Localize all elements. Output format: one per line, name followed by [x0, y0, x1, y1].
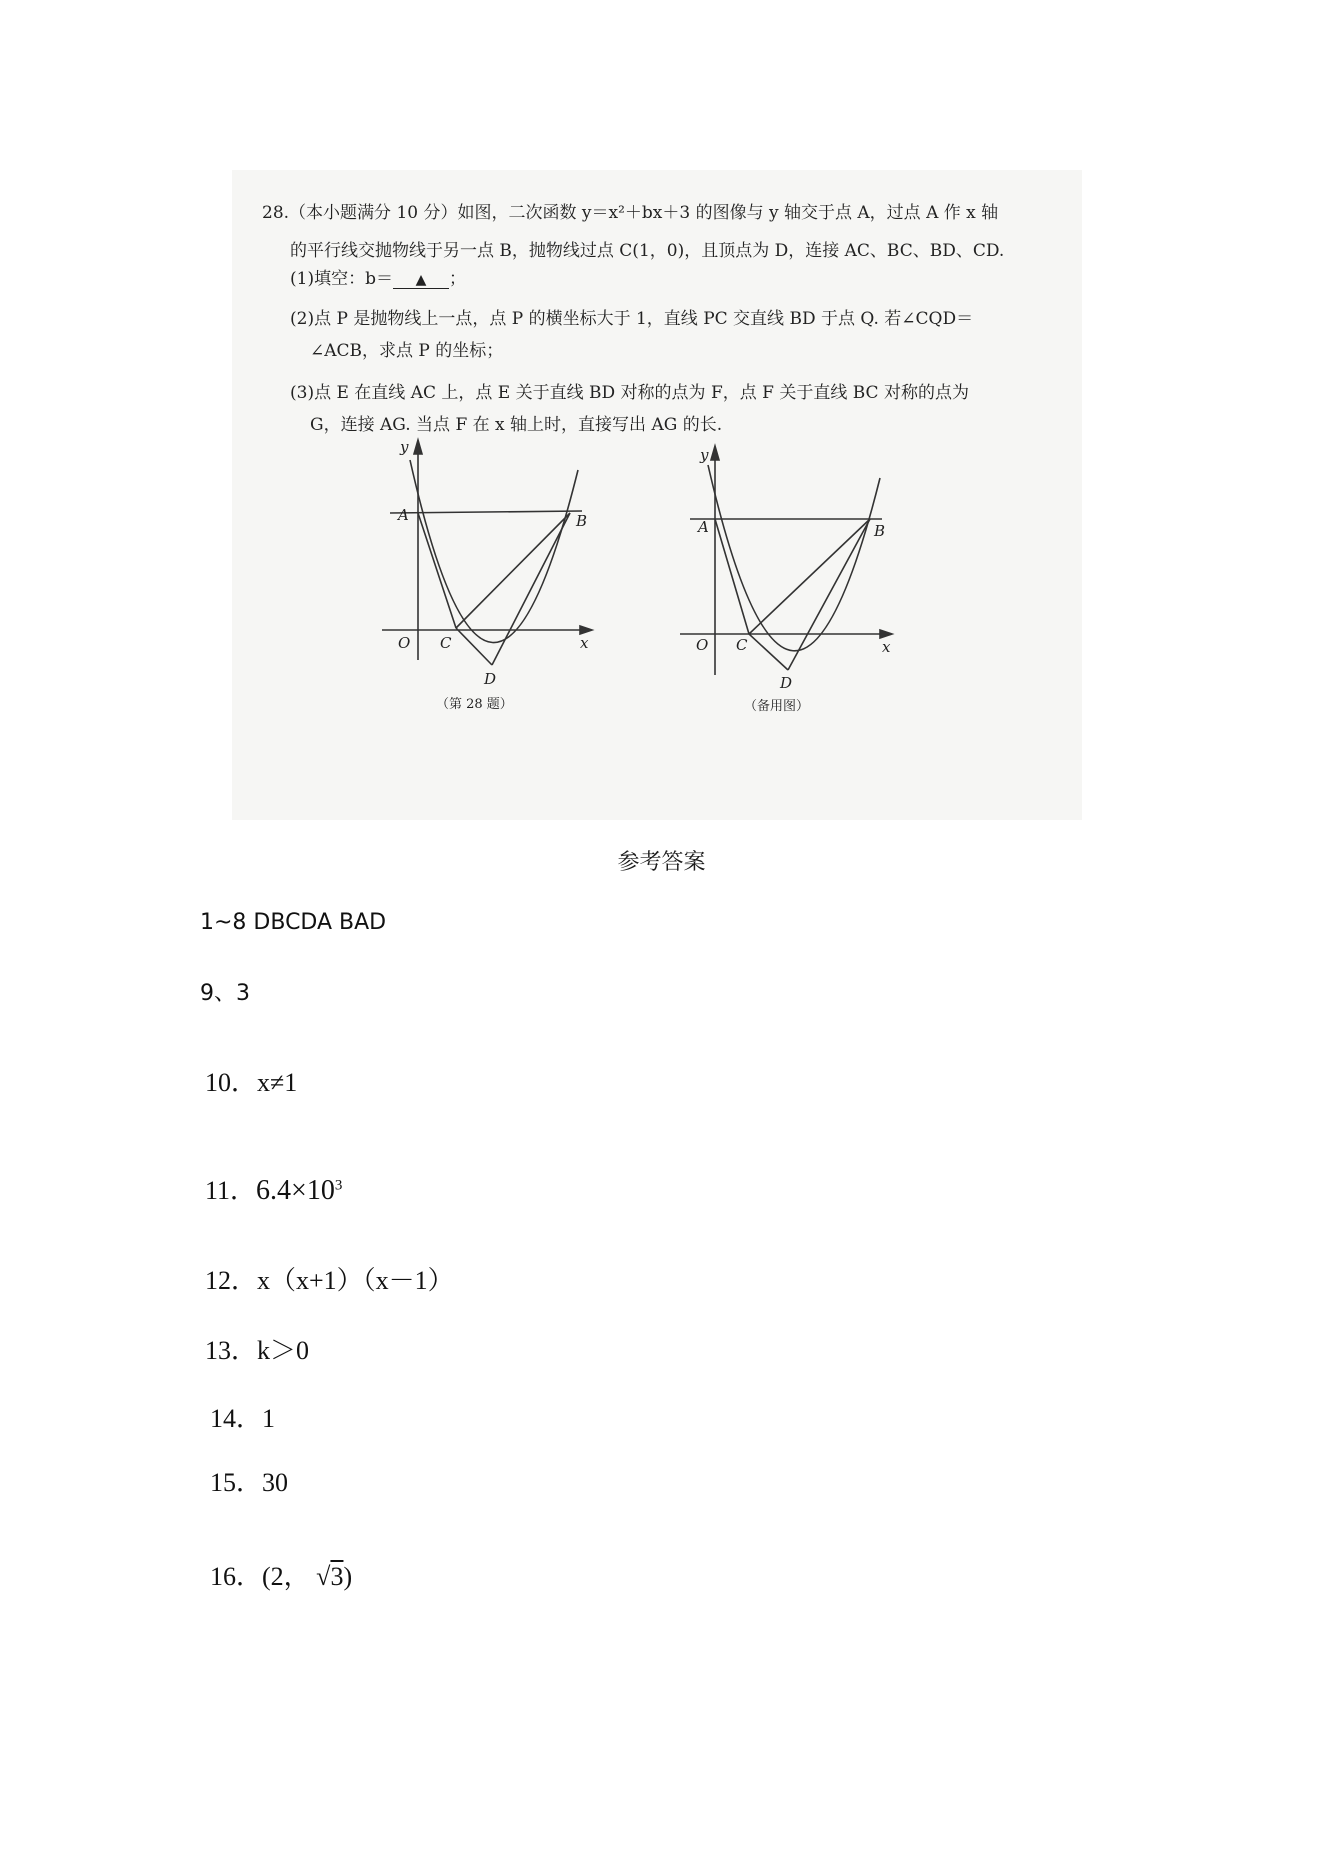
y-axis-arrow: [711, 446, 719, 460]
label-d: D: [484, 670, 497, 688]
label-y: y: [700, 446, 709, 464]
segment-cd: [749, 634, 788, 670]
answer-11-exponent: 3: [334, 1177, 343, 1194]
segment-bd: [788, 519, 870, 670]
label-a: A: [398, 506, 409, 524]
figure-caption: （备用图）: [744, 699, 810, 714]
answer-11-base: 6.4×10: [256, 1175, 335, 1206]
label-x: x: [882, 638, 891, 656]
answer-1-8: 1~8 DBCDA BAD: [200, 910, 387, 935]
question-part-2-line-1: (2)点 P 是抛物线上一点，点 P 的横坐标大于 1，直线 PC 交直线 BD 于点 Q. 若∠CQD＝: [290, 309, 974, 329]
answer-15: 15．30: [210, 1468, 289, 1497]
label-a: A: [698, 518, 709, 536]
question-part-3-line-1: (3)点 E 在直线 AC 上，点 E 关于直线 BD 对称的点为 F，点 F 关于直线 BC 对称的点为: [290, 383, 969, 403]
answer-9: 9、3: [200, 981, 250, 1006]
parabola: [410, 460, 578, 643]
answer-blank: [393, 271, 449, 289]
segment-ac: [418, 513, 456, 628]
part-1-prefix: (1)填空：b＝: [290, 269, 393, 289]
label-x: x: [580, 634, 589, 652]
answer-16: [210, 1556, 352, 1593]
label-c: C: [440, 634, 452, 652]
segment-ac: [715, 519, 749, 634]
figure-caption: （第 28 题）: [436, 697, 513, 712]
label-d: D: [780, 674, 793, 692]
answer-10: 10．x≠1: [205, 1068, 298, 1097]
answer-11-prefix: 11．: [205, 1176, 257, 1205]
label-o: O: [696, 636, 709, 654]
segment-bc: [456, 513, 570, 628]
triangle-icon: ▲: [415, 272, 427, 288]
answer-16-radicand: 3: [330, 1562, 344, 1591]
answer-16-suffix: ): [343, 1562, 353, 1591]
answer-13: 13．k＞0: [205, 1336, 310, 1365]
part-1-suffix: ；: [448, 269, 466, 289]
figure-backup: [670, 440, 910, 720]
answer-11: [205, 1170, 342, 1207]
question-line-2: 的平行线交抛物线于另一点 B，抛物线过点 C(1，0)，且顶点为 D，连接 AC、BC、BD、CD.: [290, 241, 1005, 261]
y-axis-arrow: [414, 440, 422, 454]
segment-bc: [749, 519, 870, 634]
label-o: O: [398, 634, 411, 652]
answers-title: 参考答案: [617, 850, 706, 875]
label-c: C: [736, 636, 748, 654]
answer-12: 12．x（x+1）（x－1）: [205, 1266, 454, 1295]
question-line-1: 28.（本小题满分 10 分）如图，二次函数 y＝x²＋bx＋3 的图像与 y 轴交于点 A，过点 A 作 x 轴: [262, 203, 999, 223]
label-y: y: [400, 438, 409, 456]
parabola: [708, 465, 880, 651]
question-part-2-line-2: ∠ACB，求点 P 的坐标；: [310, 341, 504, 361]
label-b: B: [576, 512, 588, 530]
figure-28: [370, 430, 610, 720]
question-part-3-line-2: G，连接 AG. 当点 F 在 x 轴上时，直接写出 AG 的长.: [310, 415, 723, 435]
x-axis-arrow: [880, 630, 892, 638]
question-part-1: [290, 264, 466, 289]
answer-14: 14．1: [210, 1404, 276, 1433]
segment-bd: [492, 513, 570, 665]
x-axis-arrow: [580, 626, 592, 634]
sqrt-icon: √: [316, 1562, 331, 1591]
answer-16-prefix: 16．(2，: [210, 1562, 310, 1591]
label-b: B: [874, 522, 886, 540]
